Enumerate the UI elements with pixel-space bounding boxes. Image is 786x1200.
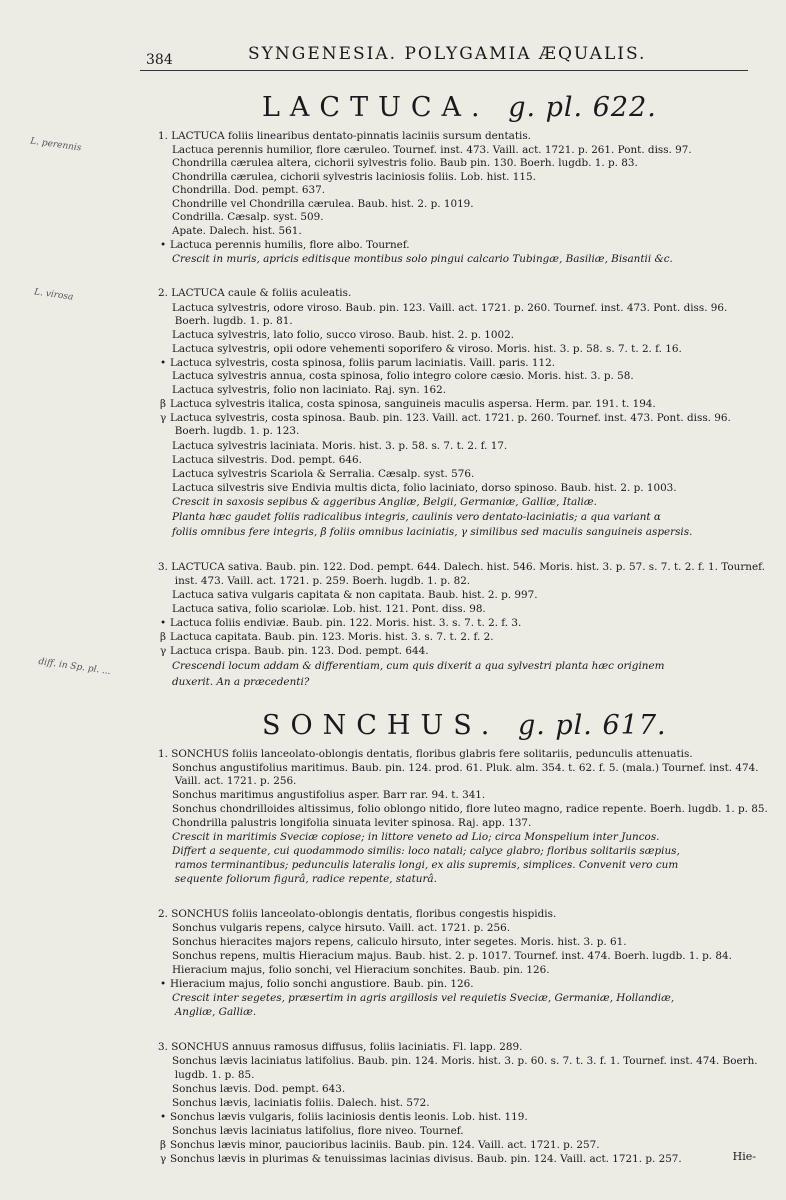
sonchus-line [172, 845, 680, 858]
sonchus-line-text: Sonchus repens, multis Hieracium majus. Baub. hist. 2. p. 1017. Tournef. inst. 474. Boerh. lugdb. 1. p. 84. [172, 950, 732, 962]
lactuca-line [172, 482, 677, 495]
sonchus-line-text: Crescit in maritimis Sveciæ copiose; in littore veneto ad Lio; circa Monspelium inter Juncos. [172, 831, 660, 843]
sonchus-line-text: Vaill. act. 1721. p. 256. [174, 775, 297, 787]
lactuca-line-text: Condrilla. Cæsalp. syst. 509. [172, 211, 324, 223]
sonchus-line [158, 1041, 522, 1054]
sonchus-line-text: sequente foliorum figurâ, radice repente, staturâ. [174, 873, 437, 885]
lactuca-line [172, 526, 692, 539]
lactuca-line-text: Crescit in saxosis sepibus & aggeribus Angliæ, Belgii, Germaniæ, Galliæ, Italiæ. [172, 496, 597, 508]
lactuca-line-text: Lactuca crispa. Baub. pin. 123. Dod. pempt. 644. [170, 645, 429, 657]
sonchus-line [160, 1153, 682, 1166]
variety-marker: β [160, 398, 167, 410]
sonchus-line-text: Chondrilla palustris longifolia sinuata leviter spinosa. Raj. app. 137. [172, 817, 532, 829]
lactuca-line-text: Lactuca sylvestris, costa spinosa. Baub. pin. 123. Vaill. act. 1721. p. 260. Tournef. inst. 473. Pont. diss. 96. [170, 412, 731, 424]
sonchus-line [172, 964, 550, 977]
lactuca-line [172, 511, 661, 524]
lactuca-line [172, 302, 727, 315]
sonchus-line-text: Sonchus lævis minor, paucioribus laciniis. Baub. pin. 124. Vaill. act. 1721. p. 257. [170, 1139, 600, 1151]
genus-heading-lactuca [262, 92, 657, 123]
lactuca-line-text: Lactuca sylvestris annua, costa spinosa, folio integro colore cæsio. Moris. hist. 3. p. 58. [172, 370, 634, 382]
lactuca-line-text: Lactuca silvestris. Dod. pempt. 646. [172, 454, 362, 466]
lactuca-line [158, 287, 351, 300]
lactuca-line-text: Lactuca perennis humilior, flore cæruleo. Tournef. inst. 473. Vaill. act. 1721. p. 261. Pont. diss. 97. [172, 144, 692, 156]
sonchus-line [175, 859, 678, 872]
lactuca-line-text: Apate. Dalech. hist. 561. [172, 225, 302, 237]
sonchus-line-text: ramos terminantibus; pedunculis lateralis longi, ex alis supremis, simplices. Convenit vero cum [174, 859, 679, 871]
sonchus-line [158, 748, 693, 761]
lactuca-line-text: Chondrilla. Dod. pempt. 637. [172, 184, 326, 196]
lactuca-line [172, 603, 486, 616]
lactuca-line-text: Lactuca sylvestris, odore viroso. Baub. pin. 123. Vaill. act. 1721. p. 260. Tournef. inst. 473. Pont. diss. 96. [172, 302, 728, 314]
lactuca-line [172, 225, 302, 238]
sonchus-line-text: Sonchus lævis vulgaris, foliis laciniosis dentis leonis. Lob. hist. 119. [170, 1111, 528, 1123]
sonchus-line [172, 1055, 758, 1068]
sonchus-line-text: 3. SONCHUS annuus ramosus diffusus, foliis laciniatis. Fl. lapp. 289. [158, 1041, 523, 1053]
sonchus-line-text: Sonchus lævis. Dod. pempt. 643. [172, 1083, 346, 1095]
lactuca-line-text: Boerh. lugdb. 1. p. 123. [174, 425, 300, 437]
lactuca-line-text: Lactuca silvestris sive Endivia multis dicta, folio laciniato, dorso spinoso. Baub. hist. 2. p. 1003. [172, 482, 677, 494]
sonchus-line-text: Differt a sequente, cui quodammodo similis: loco natali; calyce glabro; floribus solitariis sæpius, [172, 845, 680, 857]
lactuca-line-text: Chondrille vel Chondrilla cærulea. Baub. hist. 2. p. 1019. [172, 198, 474, 210]
marginal-note-3: diff. in Sp. pl. ... [37, 656, 112, 678]
lactuca-line [172, 171, 536, 184]
lactuca-line [160, 631, 494, 644]
sonchus-line [172, 992, 674, 1005]
lactuca-line [160, 617, 522, 630]
sonchus-line [172, 950, 732, 963]
sonchus-line [172, 936, 627, 949]
header-rule [140, 70, 748, 71]
sonchus-line [160, 978, 474, 991]
sonchus-line [172, 817, 531, 830]
lactuca-title: LACTUCA. [262, 92, 490, 123]
lactuca-line [175, 315, 293, 328]
sonchus-line-text: Sonchus lævis laciniatus latifolius, flore niveo. Tournef. [172, 1125, 464, 1137]
lactuca-line [172, 384, 446, 397]
sonchus-line [172, 803, 768, 816]
lactuca-line-text: foliis omnibus fere integris, β foliis omnibus laciniatis, γ similibus sed maculis sanguineis aspersis. [172, 526, 693, 538]
lactuca-line-text: Lactuca perennis humilis, flore albo. Tournef. [170, 239, 410, 251]
sonchus-line [172, 1125, 464, 1138]
sonchus-line [160, 1111, 528, 1124]
sonchus-line [172, 922, 510, 935]
lactuca-line-text: 2. LACTUCA caule & foliis aculeatis. [158, 287, 352, 299]
sonchus-line [175, 873, 437, 886]
lactuca-line-text: Chondrilla cærulea altera, cichorii sylvestris folio. Baub pin. 130. Boerh. lugdb. 1. p. 83. [172, 157, 638, 169]
lactuca-line [172, 370, 634, 383]
lactuca-line [160, 239, 410, 252]
lactuca-line [172, 329, 514, 342]
variety-marker: • [160, 617, 167, 629]
sonchus-line [158, 908, 556, 921]
genus-heading-sonchus [262, 710, 667, 741]
lactuca-line [172, 253, 673, 266]
sonchus-line-text: Sonchus lævis, laciniatis foliis. Dalech. hist. 572. [172, 1097, 430, 1109]
lactuca-line [172, 184, 325, 197]
lactuca-line-text: Crescit in muris, apricis editisque montibus solo pingui calcario Tubingæ, Basiliæ, Bisantii &c. [172, 253, 673, 265]
lactuca-line [158, 561, 765, 574]
lactuca-line-text: Lactuca sylvestris italica, costa spinosa, sanguineis maculis aspersa. Herm. par. 191. t. 194. [170, 398, 656, 410]
marginal-note-2: L. virosa [33, 287, 74, 303]
lactuca-line-text: Lactuca sylvestris Scariola & Serralia. Cæsalp. syst. 576. [172, 468, 475, 480]
lactuca-line [160, 398, 656, 411]
lactuca-line-text: inst. 473. Vaill. act. 1721. p. 259. Boerh. lugdb. 1. p. 82. [174, 575, 471, 587]
sonchus-line-text: 2. SONCHUS foliis lanceolato-oblongis dentatis, floribus congestis hispidis. [158, 908, 557, 920]
sonchus-line-text: Sonchus vulgaris repens, calyce hirsuto. Vaill. act. 1721. p. 256. [172, 922, 511, 934]
sonchus-line [172, 1083, 345, 1096]
sonchus-line-text: Sonchus maritimus angustifolius asper. Barr rar. 94. t. 341. [172, 789, 486, 801]
variety-marker: β [160, 631, 167, 643]
sonchus-line-text: Angliæ, Galliæ. [174, 1006, 257, 1018]
lactuca-line [172, 144, 692, 157]
lactuca-line-text: Lactuca sylvestris, lato folio, succo viroso. Baub. hist. 2. p. 1002. [172, 329, 515, 341]
lactuca-line [160, 357, 556, 370]
sonchus-line [172, 762, 759, 775]
sonchus-line-text: lugdb. 1. p. 85. [174, 1069, 255, 1081]
lactuca-line [172, 676, 309, 689]
sonchus-line [172, 831, 659, 844]
lactuca-line [160, 645, 429, 658]
marginal-note-1: L. perennis [29, 136, 82, 154]
sonchus-line [175, 1069, 255, 1082]
variety-marker: β [160, 1139, 167, 1151]
lactuca-line [172, 496, 597, 509]
lactuca-line [172, 468, 474, 481]
sonchus-line-text: 1. SONCHUS foliis lanceolato-oblongis dentatis, floribus glabris fere solitariis, pedunculis attenuatis. [158, 748, 693, 760]
variety-marker: • [160, 1111, 167, 1123]
lactuca-line-text: Planta hæc gaudet foliis radicalibus integris, caulinis vero dentato-laciniatis; a qua variant α [172, 511, 661, 523]
lactuca-line-text: Boerh. lugdb. 1. p. 81. [174, 315, 293, 327]
variety-marker: γ [160, 1153, 167, 1165]
sonchus-line-text: Hieracium majus, folio sonchi, vel Hieracium sonchites. Baub. pin. 126. [172, 964, 550, 976]
sonchus-line-text: Sonchus lævis in plurimas & tenuissimas lacinias divisus. Baub. pin. 124. Vaill. act. 1721. p. 257. [170, 1153, 682, 1165]
variety-marker: γ [160, 645, 167, 657]
sonchus-line [175, 775, 297, 788]
sonchus-line-text: Sonchus chondrilloides altissimus, folio oblongo nitido, flore luteo magno, radice repente. Boerh. lugdb. 1. p. 85. [172, 803, 768, 815]
lactuca-line [172, 660, 664, 673]
sonchus-line-text: Sonchus hieracites majors repens, caliculo hirsuto, inter segetes. Moris. hist. 3. p. 61. [172, 936, 627, 948]
sonchus-line [172, 1097, 430, 1110]
lactuca-line-text: Chondrilla cærulea, cichorii sylvestris laciniosis foliis. Lob. hist. 115. [172, 171, 536, 183]
sonchus-title: SONCHUS. [262, 710, 500, 741]
lactuca-line [172, 589, 538, 602]
sonchus-line-text: Sonchus lævis laciniatus latifolius. Baub. pin. 124. Moris. hist. 3. p. 60. s. 7. t. 3. f. 1. Tournef. inst. 474. Boerh. [172, 1055, 758, 1067]
sonchus-line-text: Sonchus angustifolius maritimus. Baub. pin. 124. prod. 61. Pluk. alm. 354. t. 62. f. 5. (mala.) Tournef. inst. 474. [172, 762, 759, 774]
sonchus-line [175, 1006, 256, 1019]
sonchus-line-text: Crescit inter segetes, præsertim in agris argillosis vel requietis Sveciæ, Germaniæ, Hollandiæ, [172, 992, 675, 1004]
lactuca-line [158, 130, 531, 143]
lactuca-line [160, 412, 731, 425]
running-head: SYNGENESIA. POLYGAMIA ÆQUALIS. [248, 44, 647, 64]
lactuca-line-text: Lactuca capitata. Baub. pin. 123. Moris. hist. 3. s. 7. t. 2. f. 2. [170, 631, 494, 643]
sonchus-line-text: Hieracium majus, folio sonchi angustiore. Baub. pin. 126. [170, 978, 474, 990]
lactuca-line [172, 343, 682, 356]
variety-marker: • [160, 978, 167, 990]
lactuca-line [172, 211, 324, 224]
catchword: Hie- [732, 1150, 756, 1163]
sonchus-line [160, 1139, 600, 1152]
variety-marker: • [160, 357, 167, 369]
lactuca-line [175, 575, 470, 588]
page-number: 384 [146, 52, 173, 68]
lactuca-line [175, 425, 300, 438]
lactuca-line-text: Lactuca sylvestris, opii odore vehementi soporifero & viroso. Moris. hist. 3. p. 58. s. 7. t. 2. f. 16. [172, 343, 682, 355]
lactuca-line-text: 1. LACTUCA foliis linearibus dentato-pinnatis laciniis sursum dentatis. [158, 130, 531, 142]
lactuca-line-text: Lactuca sylvestris laciniata. Moris. hist. 3. p. 58. s. 7. t. 2. f. 17. [172, 440, 508, 452]
lactuca-line-text: Lactuca sativa, folio scariolæ. Lob. hist. 121. Pont. diss. 98. [172, 603, 486, 615]
lactuca-line-text: Crescendi locum addam & differentiam, cum quis dixerit a qua sylvestri planta hæc originem [172, 660, 665, 672]
lactuca-line-text: 3. LACTUCA sativa. Baub. pin. 122. Dod. pempt. 644. Dalech. hist. 546. Moris. hist. 3. p. 57. s. 7. t. 2. f. 1. Tournef. [158, 561, 765, 573]
lactuca-line [172, 198, 474, 211]
variety-marker: γ [160, 412, 167, 424]
lactuca-line [172, 157, 638, 170]
lactuca-line-text: Lactuca foliis endiviæ. Baub. pin. 122. Moris. hist. 3. s. 7. t. 2. f. 3. [170, 617, 522, 629]
lactuca-line [172, 454, 362, 467]
sonchus-line [172, 789, 485, 802]
sonchus-gpl: g. pl. 617. [517, 710, 667, 741]
lactuca-line-text: Lactuca sylvestris, folio non laciniato. Raj. syn. 162. [172, 384, 447, 396]
lactuca-line-text: duxerit. An a præcedenti? [172, 676, 310, 688]
lactuca-line-text: Lactuca sativa vulgaris capitata & non capitata. Baub. hist. 2. p. 997. [172, 589, 538, 601]
variety-marker: • [160, 239, 167, 251]
lactuca-line-text: Lactuca sylvestris, costa spinosa, foliis parum laciniatis. Vaill. paris. 112. [170, 357, 556, 369]
lactuca-gpl: g. pl. 622. [508, 92, 657, 123]
lactuca-line [172, 440, 507, 453]
